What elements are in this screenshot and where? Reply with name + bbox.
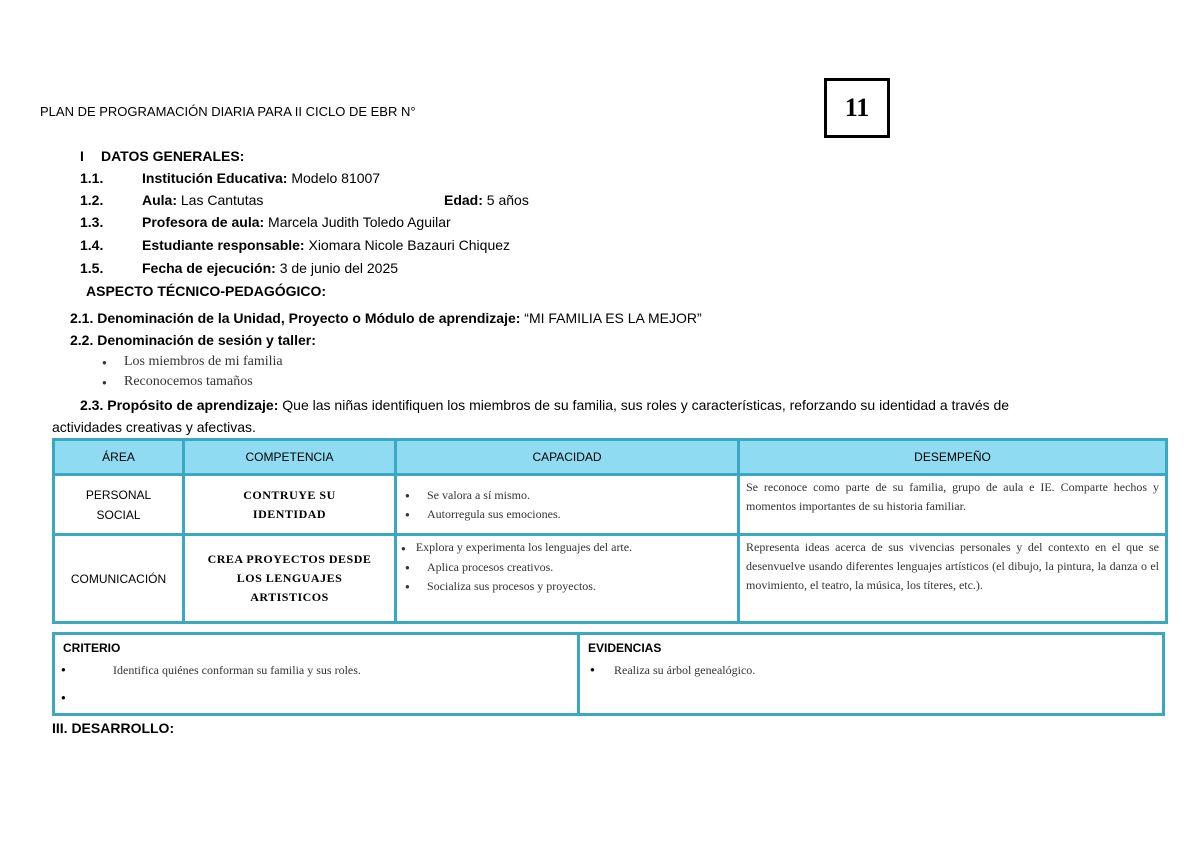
row-number: 1.1. xyxy=(80,170,104,186)
row-value: Modelo 81007 xyxy=(287,170,381,186)
page-title: PLAN DE PROGRAMACIÓN DIARIA PARA II CICLO DE EBR N° xyxy=(40,104,416,119)
unidad-line xyxy=(70,310,702,326)
criterio-heading: CRITERIO xyxy=(63,641,121,655)
area-cell xyxy=(54,475,184,535)
edad-label: Edad: xyxy=(444,192,483,208)
datos-row-institucion xyxy=(80,170,780,190)
list-item: ● Reconocemos tamaños xyxy=(98,374,283,394)
area-cell: COMUNICACIÓN xyxy=(54,535,184,623)
desempeno-cell: Representa ideas acerca de sus vivencias personales y del contexto en el que se desenvuelve usando diferentes lenguajes artísticos (el dibujo, la pintura, la danza o el movimiento, el teatro, la música, los títeres, etc.). xyxy=(739,535,1167,623)
list-item: ● Socializa sus procesos y proyectos. xyxy=(401,577,733,596)
sesion-line xyxy=(70,332,316,348)
competencias-table xyxy=(52,438,1168,624)
row-label: Institución Educativa: xyxy=(142,170,288,186)
evidencias-box xyxy=(577,632,1165,716)
competencia-cell xyxy=(184,535,396,623)
unidad-value: “MI FAMILIA ES LA MEJOR” xyxy=(520,310,702,326)
capacidad-cell xyxy=(396,535,739,623)
row-number: 1.5. xyxy=(80,260,104,276)
row-value: 3 de junio del 2025 xyxy=(275,260,399,276)
area-text: PERSONAL SOCIAL xyxy=(85,487,152,522)
header-capacidad: CAPACIDAD xyxy=(396,440,739,475)
row-value: Xiomara Nicole Bazauri Chiquez xyxy=(304,237,511,253)
bullet-icon: ● xyxy=(590,665,595,674)
edad-value: 5 años xyxy=(482,192,529,208)
row-value: Marcela Judith Toledo Aguilar xyxy=(264,214,451,230)
header-area: ÁREA xyxy=(54,440,184,475)
sesion-list xyxy=(98,354,283,394)
proposito-value: Que las niñas identifiquen los miembros de su familia, sus roles y características, reforzando su identidad a través de xyxy=(278,397,1010,413)
proposito-continuation: actividades creativas y afectivas. xyxy=(52,419,256,435)
bullet-icon: ● xyxy=(401,543,406,553)
datos-row-profesora xyxy=(80,214,780,234)
list-item: ● Aplica procesos creativos. xyxy=(401,558,733,577)
list-item: ● Los miembros de mi familia xyxy=(98,354,283,374)
criterio-box xyxy=(52,632,580,716)
capacidad-cell xyxy=(396,475,739,535)
evidencias-heading: EVIDENCIAS xyxy=(588,641,662,655)
list-item: ● Se valora a sí mismo. xyxy=(401,486,733,505)
row-value: Las Cantutas xyxy=(177,192,264,208)
datos-row-fecha xyxy=(80,260,780,280)
sesion-label: 2.2. Denominación de sesión y taller: xyxy=(70,332,316,348)
criterio-item: Identifica quiénes conforman su familia y sus roles. xyxy=(113,663,361,677)
plan-number-box: 11 xyxy=(824,78,890,138)
datos-row-estudiante xyxy=(80,237,780,257)
table-header-row xyxy=(54,440,1167,475)
bullet-icon: ● xyxy=(61,693,66,702)
row-number: 1.2. xyxy=(80,192,104,208)
row-label: Fecha de ejecución: xyxy=(142,260,276,276)
header-desempeno: DESEMPEÑO xyxy=(739,440,1167,475)
proposito-label: 2.3. Propósito de aprendizaje: xyxy=(80,397,279,413)
list-item: ● Autorregula sus emociones. xyxy=(401,505,733,524)
aspecto-heading: ASPECTO TÉCNICO-PEDAGÓGICO: xyxy=(86,283,327,299)
competencia-text: CREA PROYECTOS DESDE LOS LENGUAJES ARTISTICOS xyxy=(207,552,372,604)
row-number: 1.4. xyxy=(80,237,104,253)
datos-row-aula xyxy=(80,192,780,212)
competencia-text: CONTRUYE SU IDENTIDAD xyxy=(243,487,336,521)
capacidad-text: Explora y experimenta los lenguajes del arte. xyxy=(415,540,633,554)
desempeno-cell: Se reconoce como parte de su familia, grupo de aula e IE. Comparte hechos y momentos importantes de su historia familiar. xyxy=(739,475,1167,535)
row-label: Aula: xyxy=(142,192,177,208)
list-item xyxy=(401,538,733,558)
row-number: 1.3. xyxy=(80,214,104,230)
bullet-icon: ● xyxy=(61,665,66,674)
evidencias-item: Realiza su árbol genealógico. xyxy=(614,663,756,677)
datos-heading: DATOS GENERALES: xyxy=(101,148,245,164)
header-competencia: COMPETENCIA xyxy=(184,440,396,475)
table-row xyxy=(54,535,1167,623)
unidad-label: 2.1. Denominación de la Unidad, Proyecto o Módulo de aprendizaje: xyxy=(70,310,521,326)
competencia-cell xyxy=(184,475,396,535)
proposito-line xyxy=(80,397,1009,413)
row-label: Profesora de aula: xyxy=(142,214,265,230)
desarrollo-heading: III. DESARROLLO: xyxy=(52,720,175,736)
table-row xyxy=(54,475,1167,535)
datos-heading-number: I xyxy=(80,148,84,164)
row-label: Estudiante responsable: xyxy=(142,237,305,253)
